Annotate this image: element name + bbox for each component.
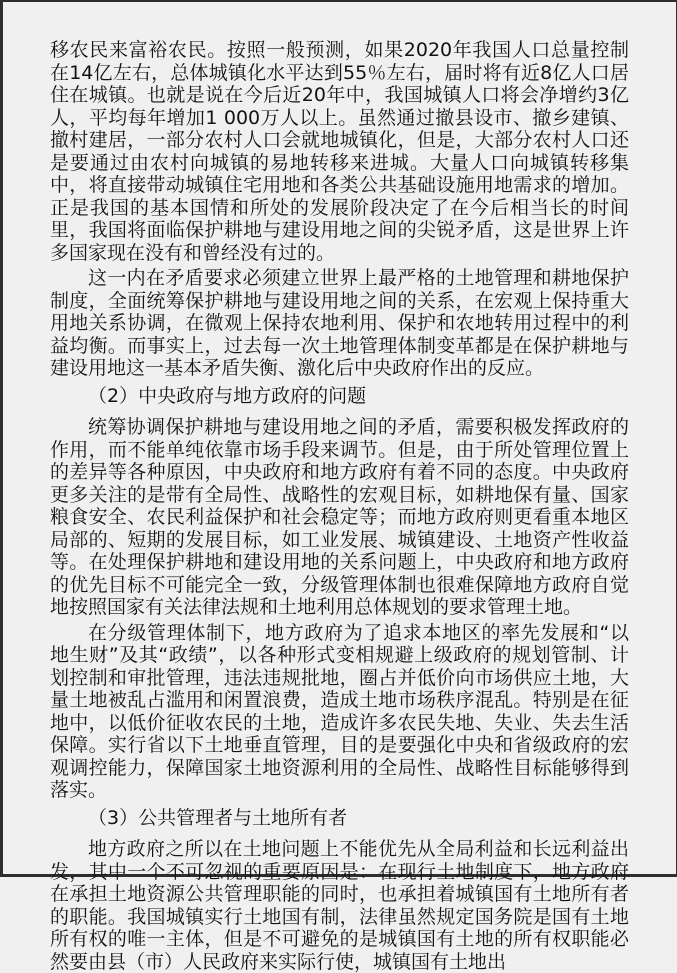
section-heading-3: （3）公共管理者与土地所有者 bbox=[88, 806, 348, 829]
document-page bbox=[3, 2, 676, 973]
section-heading-2: （2）中央政府与地方政府的问题 bbox=[88, 384, 367, 407]
paragraph: 地方政府之所以在土地问题上不能优先从全局利益和长远利益出发，其中一个不可忽视的重要原因是：在现行土地制度下，地方政府在承担土地资源公共管理职能的同时，也承担着城镇国有土地所有者的职能。我国城镇实行土地国有制，法律虽然规定国务院是国有土地所有权的唯一主体，但是不可避免的是城镇国有土地的所有权职能必然要由县（市）人民政府来实际行使，城镇国有土地出 bbox=[50, 838, 629, 973]
paragraph: 统筹协调保护耕地与建设用地之间的矛盾，需要积极发挥政府的作用，而不能单纯依靠市场手段来调节。但是，由于所处管理位置上的差异等各种原因，中央政府和地方政府有着不同的态度。中央政府更多关注的是带有全局性、战略性的宏观目标，如耕地保有量、国家粮食安全、农民利益保护和社会稳定等；而地方政府则更看重本地区局部的、短期的发展目标，如工业发展、城镇建设、土地资产性收益等。在处理保护耕地和建设用地的关系问题上，中央政府和地方政府的优先目标不可能完全一致，分级管理体制也很难保障地方政府自觉地按照国家有关法律法规和土地利用总体规划的要求管理土地。 bbox=[50, 416, 629, 618]
paragraph-continuation: 移农民来富裕农民。按照一般预测，如果2020年我国人口总量控制在14亿左右，总体城镇化水平达到55％左右，届时将有近8亿人口居住在城镇。也就是说在今后近20年中，我国城镇人口将会净增约3亿人，平均每年增加1 000万人以上。虽然通过撤县设市、撤乡建镇、撤村建居，一部分农村人口会就地城镇化，但是，大部分农村人口还是要通过由农村向城镇的易地转移来进城。大量人口向城镇转移集中，将直接带动城镇住宅用地和各类公共基础设施用地需求的增加。正是我国的基本国情和所处的发展阶段决定了在今后相当长的时间里，我国将面临保护耕地与建设用地之间的尖锐矛盾，这是世界上许多国家现在没有和曾经没有过的。 bbox=[50, 39, 629, 264]
paragraph: 在分级管理体制下，地方政府为了追求本地区的率先发展和“以地生财”及其“政绩”，以各种形式变相规避上级政府的规划管制、计划控制和审批管理，违法违规批地，圈占并低价向市场供应土地，大量土地被乱占滥用和闲置浪费，造成土地市场秩序混乱。特别是在征地中，以低价征收农民的土地，造成许多农民失地、失业、失去生活保障。实行省以下土地垂直管理，目的是要强化中央和省级政府的宏观调控能力，保障国家土地资源利用的全局性、战略性目标能够得到落实。 bbox=[50, 621, 629, 801]
paragraph: 这一内在矛盾要求必须建立世界上最严格的土地管理和耕地保护制度，全面统筹保护耕地与建设用地之间的关系，在宏观上保持重大用地关系协调，在微观上保持农地利用、保护和农地转用过程中的利益均衡。而事实上，过去每一次土地管理体制变革都是在保护耕地与建设用地这一基本矛盾失衡、激化后中央政府作出的反应。 bbox=[50, 267, 629, 379]
